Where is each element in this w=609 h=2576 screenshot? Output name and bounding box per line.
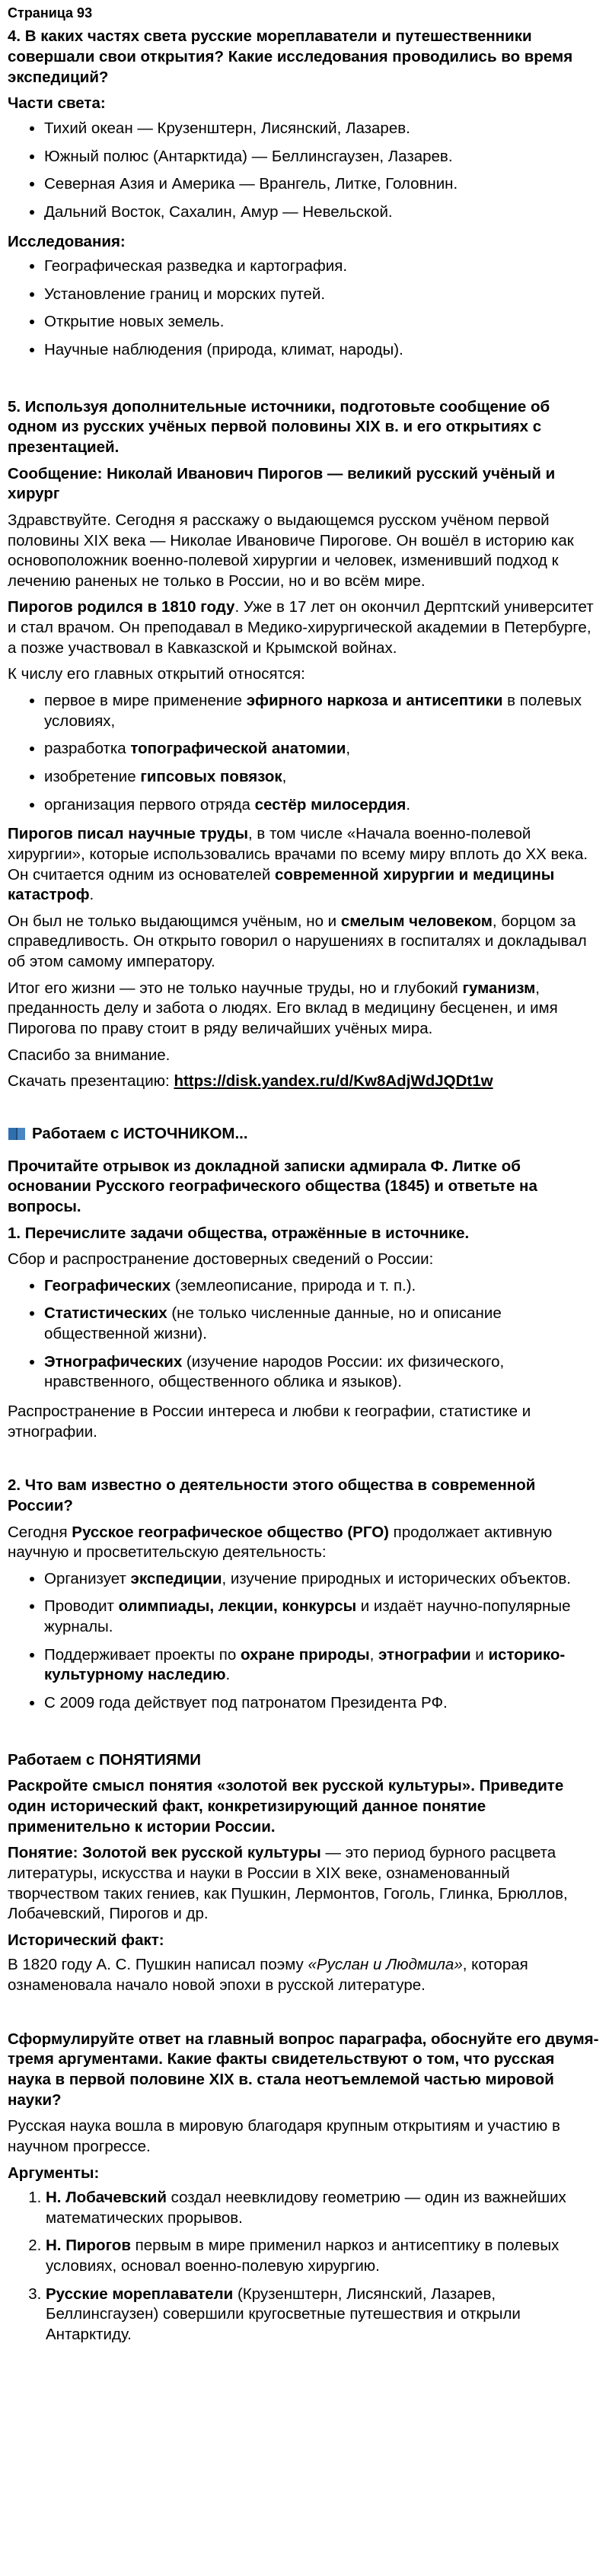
list-item <box>44 1276 601 1297</box>
list-item <box>44 691 601 731</box>
spacer <box>8 370 601 393</box>
text: . <box>89 886 94 904</box>
text: . <box>406 795 411 814</box>
report-works <box>8 824 601 906</box>
list-item: • С 2009 года действует под патронатом Президента РФ. <box>44 1693 601 1714</box>
text: создал неевклидову геометрию — один из важнейших математических прорывов. <box>46 2189 566 2227</box>
parts-list <box>8 119 601 223</box>
text: организация первого отряда <box>44 795 255 814</box>
bold-text: экспедиции <box>130 1569 222 1587</box>
spacer <box>8 1098 601 1121</box>
list-item: • Научные наблюдения (природа, климат, народы). <box>44 340 601 361</box>
report-thanks: Спасибо за внимание. <box>8 1046 171 1064</box>
concept-definition <box>8 1843 601 1925</box>
text: В 1820 году А. С. Пушкин написал поэму <box>8 1956 308 1974</box>
bold-text: топографической анатомии <box>130 740 346 758</box>
list-item <box>44 1597 601 1637</box>
bold-text: Русское географическое общество (РГО) <box>72 1523 389 1541</box>
list-item <box>44 1352 601 1393</box>
bold-text: эфирного наркоза и антисептики <box>246 692 503 710</box>
research-heading: Исследования: <box>8 232 126 250</box>
list-item <box>44 1569 601 1590</box>
discoveries-intro: К числу его главных открытий относятся: <box>8 665 305 683</box>
fact-text <box>8 1955 601 1995</box>
list-item <box>46 2236 601 2276</box>
text: Сегодня <box>8 1523 72 1541</box>
bold-text: гуманизм <box>462 979 536 997</box>
source-q1-list <box>8 1276 601 1393</box>
discoveries-list <box>8 691 601 815</box>
bold-text: Понятие: Золотой век русской культуры <box>8 1844 321 1862</box>
text: Итог его жизни — это не только научные труды, но и глубокий <box>8 979 463 997</box>
text: , <box>346 740 351 758</box>
question-4: 4. В каких частях света русские мореплаватели и путешественники совершали свои открытия? Какие исследования проводились во время экспедиций? <box>8 27 573 86</box>
fact-heading: Исторический факт: <box>8 1931 164 1949</box>
source-q2-list <box>8 1569 601 1714</box>
text: продолжает активную научную и просветительскую деятельность: <box>8 1523 553 1562</box>
concepts-task: Раскройте смысл понятия «золотой век русской культуры». Приведите один исторический факт, конкретизирующий данное понятие применительно к истории России. <box>8 1777 564 1836</box>
text: первым в мире применил наркоз и антисептику в полевых условиях, основал военно-полевую хирургию. <box>46 2237 560 2275</box>
report-born <box>8 597 601 658</box>
spacer <box>8 1448 601 1471</box>
bold-text: сестёр милосердия <box>254 795 407 814</box>
arguments-list <box>8 2188 601 2345</box>
source-q1: 1. Перечислите задачи общества, отражённые в источнике. <box>8 1224 470 1242</box>
bold-text: этнографии <box>378 1645 471 1664</box>
text: . <box>225 1666 231 1684</box>
report-intro: Здравствуйте. Сегодня я расскажу о выдающемся русском учёном первой половины XIX века — Николае Ивановиче Пирогове. Он вошёл в историю как основоположник военно-полевой хирургии и человек, изменивший подход к лечению раненых не только в России, но и во всём мире. <box>8 511 574 590</box>
list-item <box>44 1645 601 1686</box>
research-list <box>8 256 601 361</box>
born-rest: . Уже в 17 лет он окончил Дерптский университет и стал врачом. Он преподавал в Медико-хирургической академии в Петербурге, а позже участвовал в Кавказской и Крымской войнах. <box>8 598 594 657</box>
list-item: • Открытие новых земель. <box>44 312 601 333</box>
list-item <box>44 739 601 759</box>
list-item: • Южный полюс (Антарктида) — Беллинсгаузен, Лазарев. <box>44 147 601 167</box>
list-item: • Тихий океан — Крузенштерн, Лисянский, Лазарев. <box>44 119 601 139</box>
text: и <box>470 1645 489 1664</box>
list-item <box>44 1304 601 1344</box>
text: первое в мире применение <box>44 692 247 710</box>
list-item: • Географическая разведка и картография. <box>44 256 601 277</box>
parts-heading: Части света: <box>8 94 106 113</box>
list-item <box>44 795 601 816</box>
text: , преданность делу и забота о людях. Его вклад в медицину бесценен, и имя Пирогова по праву стоит в ряду величайших учёных мира. <box>8 979 558 1038</box>
text: Проводит <box>44 1597 119 1616</box>
text: (Крузенштерн, Лисянский, Лазарев, Беллинсгаузен) совершили кругосветные путешествия и открыли Антарктиду. <box>46 2285 521 2344</box>
text: разработка <box>44 740 131 758</box>
bold-text: Русские мореплаватели <box>46 2285 234 2303</box>
presentation-link[interactable]: https://disk.yandex.ru/d/Kw8AdjWdJQDt1w <box>174 1072 493 1091</box>
text: и издаёт научно-популярные журналы. <box>44 1597 571 1636</box>
bold-text: гипсовых повязок <box>140 767 282 785</box>
text: (изучение народов России: их физического, нравственного, общественного облика и языков). <box>44 1352 505 1391</box>
source-q2-intro <box>8 1523 601 1563</box>
report-title: Сообщение: Николай Иванович Пирогов — великий русский учёный и хирург <box>8 464 556 503</box>
text: (не только численные данные, но и описание общественной жизни). <box>44 1304 502 1343</box>
bold-text: Н. Лобачевский <box>46 2189 167 2207</box>
list-item: • Северная Азия и Америка — Врангель, Литке, Головнин. <box>44 174 601 195</box>
born-bold: Пирогов родился в 1810 году <box>8 598 235 616</box>
list-item <box>46 2285 601 2345</box>
bold-text: Этнографических <box>44 1352 183 1371</box>
bold-text: смелым человеком <box>340 912 493 930</box>
bold-text: Пирогов писал научные труды <box>8 825 248 843</box>
text: изобретение <box>44 767 141 785</box>
text: , борцом за справедливость. Он открыто говорил о нарушениях в госпиталях и докладывал об этом самому императору. <box>8 912 587 971</box>
spacer <box>8 2002 601 2025</box>
source-q1-intro: Сбор и распространение достоверных сведений о России: <box>8 1250 434 1269</box>
page-number: Страница 93 <box>8 5 93 21</box>
source-heading-row <box>8 1124 601 1145</box>
text: — это период бурного расцвета литературы, искусства и науки в России в XIX веке, ознаменованный творчеством таких гениев, как Пушкин, Лермонтов, Гоголь, Глинка, Брюллов, Лобачевский, Пирогов и др. <box>8 1844 568 1923</box>
text: в полевых условиях, <box>44 692 582 730</box>
text: Поддерживает проекты по <box>44 1645 241 1664</box>
bold-text: Статистических <box>44 1304 167 1323</box>
text: Организует <box>44 1569 131 1587</box>
bold-text: современной хирургии и медицины катастроф <box>8 865 555 904</box>
text: , <box>369 1645 378 1664</box>
text: , которая ознаменовала начало новой эпохи в русской литературе. <box>8 1956 528 1995</box>
download-line <box>8 1071 601 1092</box>
report-brave <box>8 912 601 973</box>
bold-text: историко-культурному наследию <box>44 1645 566 1684</box>
source-q2: 2. Что вам известно о деятельности этого общества в современной России? <box>8 1476 536 1514</box>
report-result <box>8 979 601 1040</box>
text: (землеописание, природа и т. п.). <box>171 1276 416 1294</box>
download-label: Скачать презентацию: <box>8 1072 174 1091</box>
italic-text: «Руслан и Людмила» <box>308 1956 463 1974</box>
main-intro: Русская наука вошла в мировую благодаря крупным открытиям и участию в научном прогрессе. <box>8 2117 560 2155</box>
question-5: 5. Используя дополнительные источники, подготовьте сообщение об одном из русских учёных первой половины XIX в. и его открытиях с презентацией. <box>8 397 550 456</box>
bold-text: Н. Пирогов <box>46 2237 131 2255</box>
list-item <box>46 2188 601 2228</box>
list-item <box>44 767 601 788</box>
book-icon <box>8 1126 26 1142</box>
concepts-heading: Работаем с ПОНЯТИЯМИ <box>8 1750 202 1769</box>
bold-text: олимпиады, лекции, конкурсы <box>118 1597 357 1616</box>
bold-text: охране природы <box>240 1645 370 1664</box>
text: , в том числе «Начала военно-полевой хирургии», которые использовались врачами по всему миру вплоть до XX века. Он считается одним из основателей <box>8 825 588 884</box>
bold-text: Географических <box>44 1276 171 1294</box>
list-item: • Установление границ и морских путей. <box>44 285 601 305</box>
source-heading: Работаем с ИСТОЧНИКОМ... <box>32 1124 248 1142</box>
text: , <box>282 767 287 785</box>
spacer <box>8 1723 601 1746</box>
source-q1-outro: Распространение в России интереса и любви к географии, статистике и этнографии. <box>8 1402 531 1441</box>
text: , изучение природных и исторических объектов. <box>222 1569 571 1587</box>
text: Он был не только выдающимся учёным, но и <box>8 912 341 930</box>
source-task: Прочитайте отрывок из докладной записки адмирала Ф. Литке об основании Русского географического общества (1845) и ответьте на вопросы. <box>8 1157 537 1215</box>
arguments-heading: Аргументы: <box>8 2164 100 2182</box>
main-question: Сформулируйте ответ на главный вопрос параграфа, обоснуйте его двумя-тремя аргументами. Какие факты свидетельствуют о том, что русская наука в первой половине XIX в. стала неотъемлемой частью мировой науки? <box>8 2030 599 2109</box>
list-item: • Дальний Восток, Сахалин, Амур — Невельской. <box>44 202 601 223</box>
